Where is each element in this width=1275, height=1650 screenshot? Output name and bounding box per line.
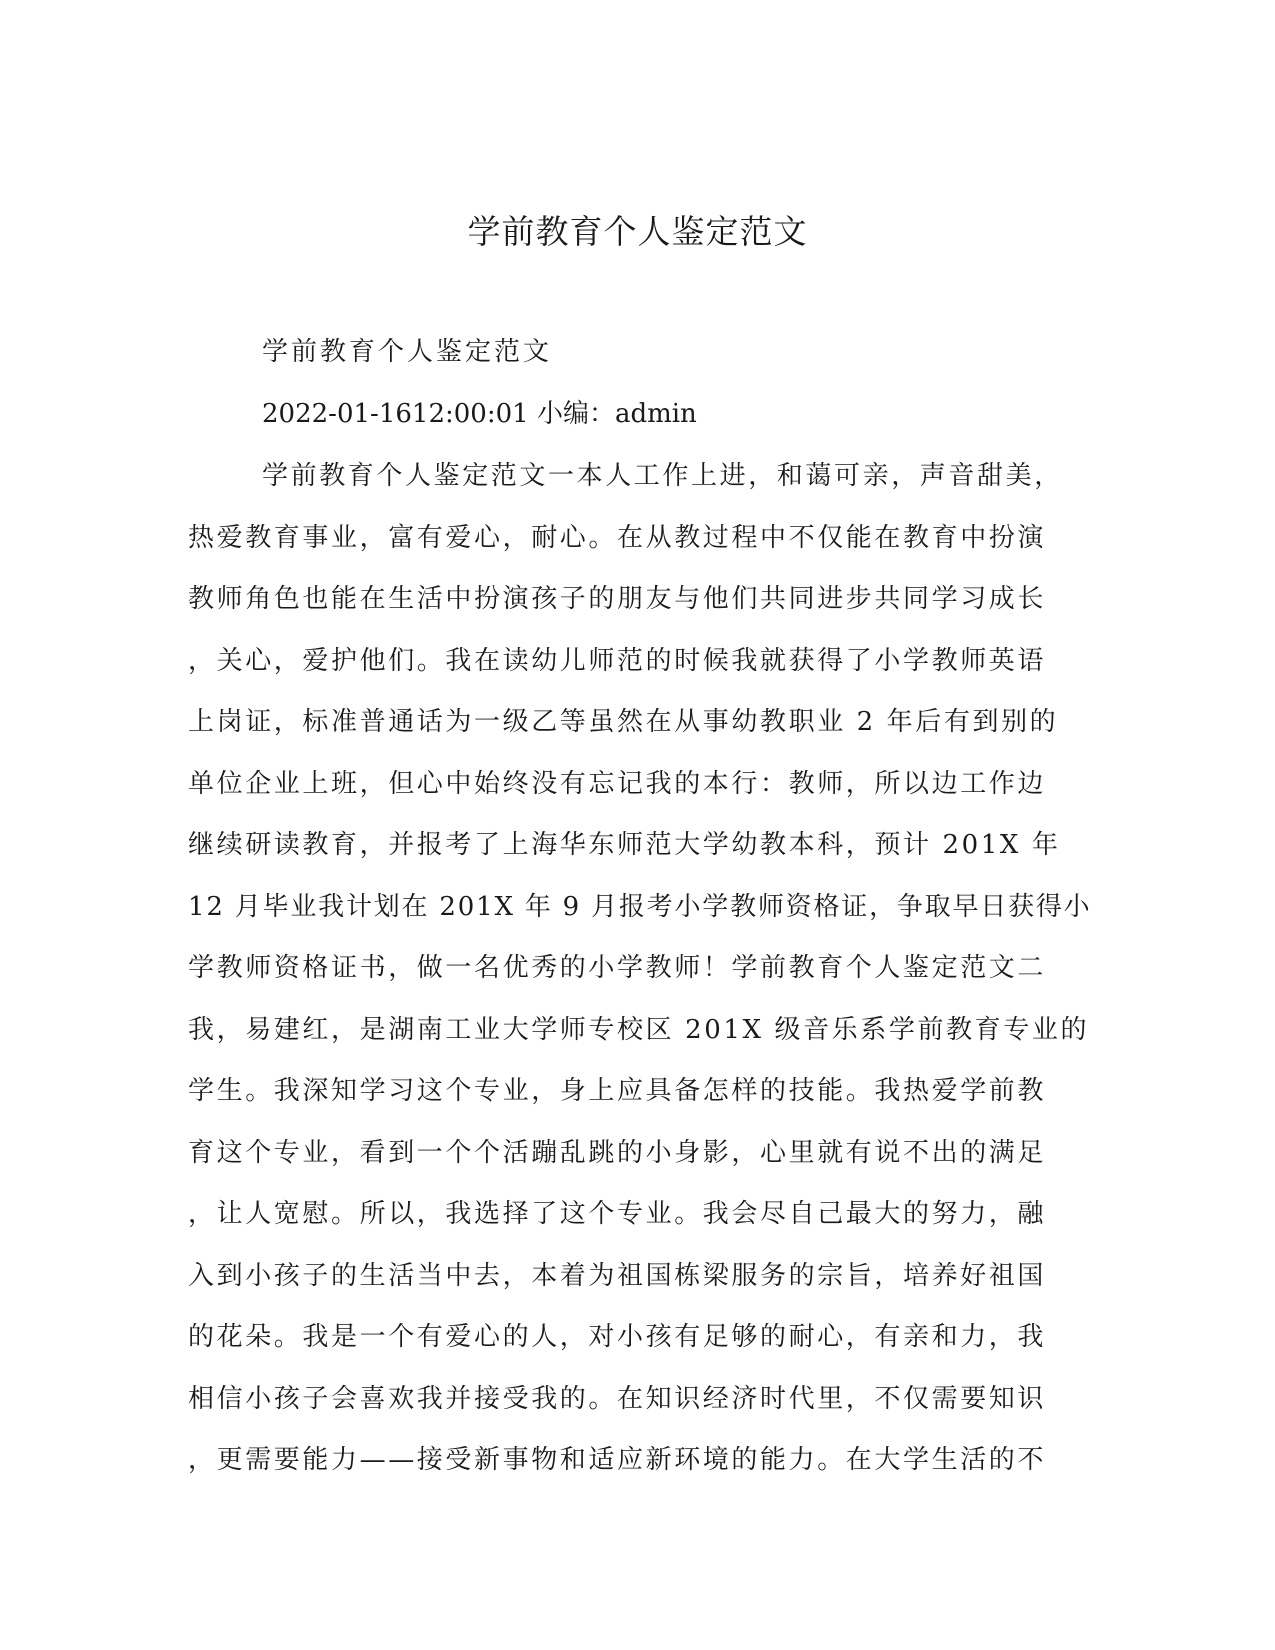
body-line: 热爱教育事业，富有爱心，耐心。在从教过程中不仅能在教育中扮演 — [188, 522, 1047, 553]
body-line: 单位企业上班，但心中始终没有忘记我的本行：教师，所以边工作边 — [188, 768, 1047, 799]
document-title: 学前教育个人鉴定范文 — [467, 212, 808, 251]
body-line: ，让人宽慰。所以，我选择了这个专业。我会尽自己最大的努力，融 — [188, 1199, 1047, 1229]
body-line: 上岗证，标准普通话为一级乙等虽然在从事幼教职业 2 年后有到别的 — [188, 707, 1059, 737]
body-line: ，关心，爱护他们。我在读幼儿师范的时候我就获得了小学教师英语 — [188, 645, 1047, 676]
body-line: 继续研读教育，并报考了上海华东师范大学幼教本科，预计 201X 年 — [188, 830, 1061, 860]
article-body — [188, 458, 1093, 1504]
body-line: 我，易建红，是湖南工业大学师专校区 201X 级音乐系学前教育专业的 — [188, 1014, 1090, 1045]
body-line: 入到小孩子的生活当中去，本着为祖国栋梁服务的宗旨，培养好祖国 — [188, 1260, 1047, 1291]
body-line: 学教师资格证书，做一名优秀的小学教师！学前教育个人鉴定范文二 — [188, 953, 1047, 983]
body-line: ，更需要能力——接受新事物和适应新环境的能力。在大学生活的不 — [188, 1445, 1047, 1475]
body-line: 学前教育个人鉴定范文一本人工作上进，和蔼可亲，声音甜美， — [262, 461, 1063, 491]
body-line: 教师角色也能在生活中扮演孩子的朋友与他们共同进步共同学习成长 — [188, 584, 1047, 614]
body-line: 育这个专业，看到一个个活蹦乱跳的小身影，心里就有说不出的满足 — [188, 1137, 1047, 1168]
article-meta: 2022-01-1612:00:01 小编：admin — [262, 399, 697, 429]
body-line: 的花朵。我是一个有爱心的人，对小孩有足够的耐心，有亲和力，我 — [188, 1322, 1047, 1352]
body-line: 学生。我深知学习这个专业，身上应具备怎样的技能。我热爱学前教 — [188, 1076, 1047, 1106]
body-line: 12 月毕业我计划在 201X 年 9 月报考小学教师资格证，争取早日获得小 — [188, 891, 1092, 922]
article-subtitle: 学前教育个人鉴定范文 — [262, 337, 553, 367]
body-line: 相信小孩子会喜欢我并接受我的。在知识经济时代里，不仅需要知识 — [188, 1383, 1047, 1414]
